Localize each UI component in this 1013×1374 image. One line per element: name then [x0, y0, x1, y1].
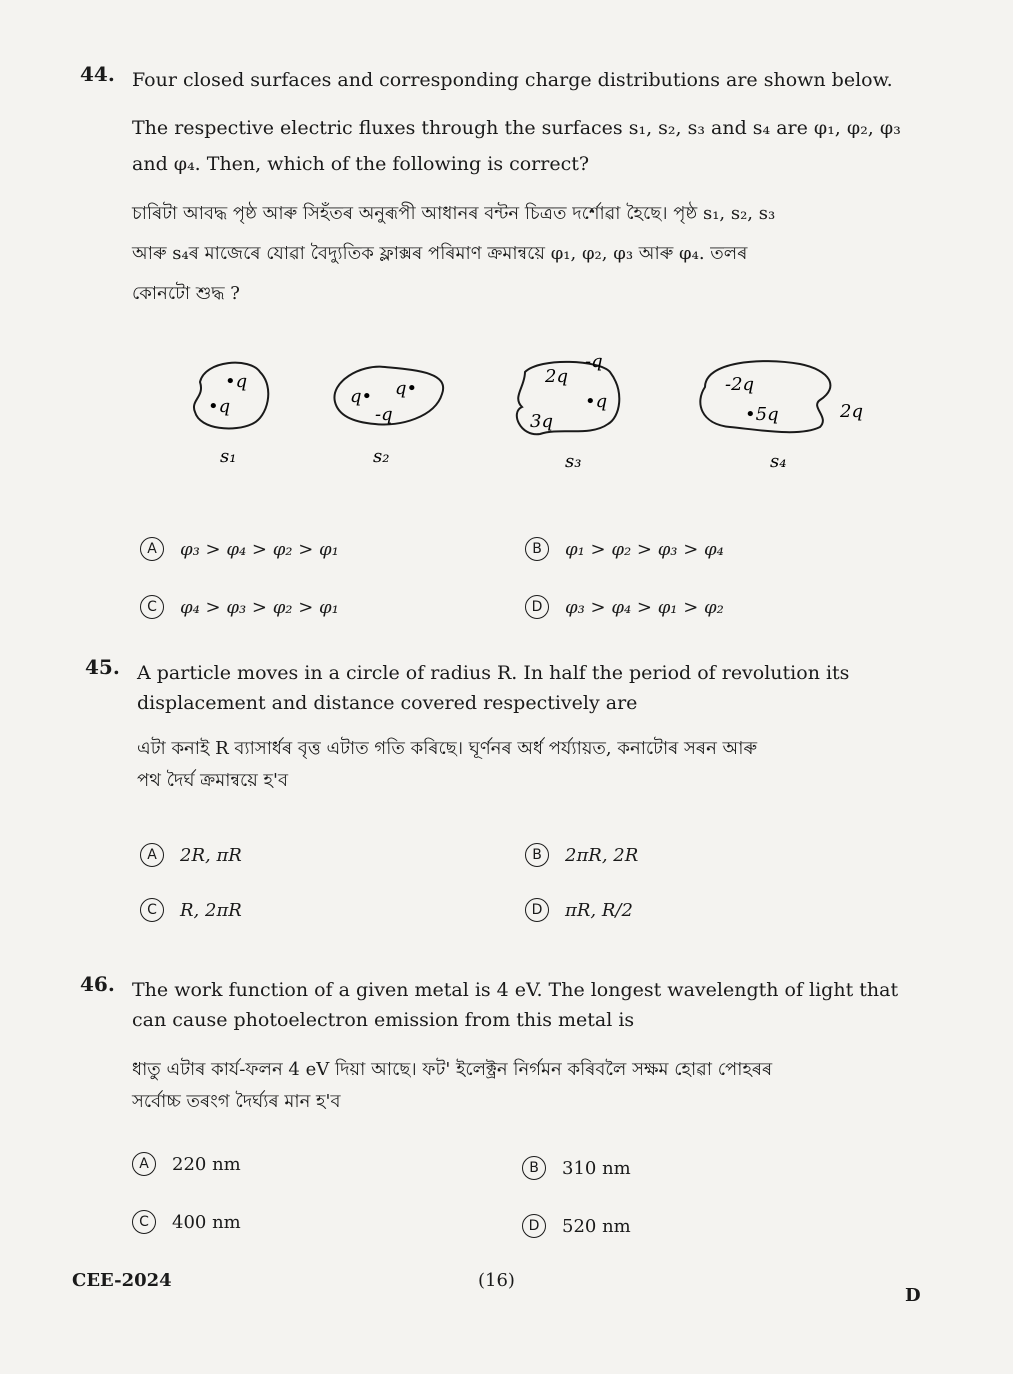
question-text-as: চাৰিটা আবদ্ধ পৃষ্ঠ আৰু সিহঁতৰ অনুৰূপী আধানৰ বন্টন চিত্ৰত দৰ্শোৱা হৈছে। পৃষ্ঠ s₁, s₂, s₃ — [132, 203, 776, 224]
charge-label: 3q — [530, 411, 553, 432]
outside-charge-label: 2q — [840, 401, 863, 422]
option-d[interactable] — [525, 595, 724, 619]
surface-label: s₄ — [770, 451, 787, 472]
option-letter: D — [525, 898, 549, 922]
charge-label: q• — [395, 378, 418, 399]
option-letter: D — [525, 595, 549, 619]
option-text: 310 nm — [562, 1157, 631, 1179]
question-number: 44. — [80, 62, 115, 86]
outside-charge-label: -q — [585, 352, 603, 372]
option-a[interactable] — [140, 843, 242, 867]
surface-s4 — [700, 361, 863, 472]
question-44 — [80, 62, 930, 618]
question-text-as: পথ দৈৰ্ঘ ক্ৰমান্বয়ে হ'ব — [137, 770, 288, 791]
charge-label: •q — [585, 391, 608, 412]
surface-label: s₂ — [373, 446, 390, 467]
surface-s1 — [194, 363, 268, 467]
option-c[interactable] — [132, 1210, 241, 1234]
option-text: φ₄ > φ₃ > φ₂ > φ₁ — [180, 596, 339, 618]
charge-label: -2q — [725, 374, 755, 395]
question-text-as: কোনটো শুদ্ধ ? — [132, 283, 240, 304]
question-text-en: displacement and distance covered respectively are — [137, 692, 638, 714]
option-letter: C — [140, 595, 164, 619]
option-text: φ₃ > φ₄ > φ₁ > φ₂ — [565, 596, 724, 618]
question-text-en: and φ₄. Then, which of the following is correct? — [132, 153, 590, 175]
option-b[interactable] — [522, 1156, 631, 1180]
page-number: (16) — [478, 1270, 515, 1291]
option-text: φ₁ > φ₂ > φ₃ > φ₄ — [565, 538, 724, 560]
question-45 — [85, 655, 935, 921]
options — [140, 843, 940, 963]
charge-label: q• — [350, 386, 373, 407]
options — [140, 537, 940, 657]
option-letter: A — [140, 537, 164, 561]
option-a[interactable] — [132, 1152, 241, 1176]
option-letter: B — [522, 1156, 546, 1180]
option-letter: C — [132, 1210, 156, 1234]
surface-label: s₃ — [565, 451, 582, 472]
option-letter: A — [132, 1152, 156, 1176]
option-text: 520 nm — [562, 1215, 631, 1237]
option-text: 2R, πR — [180, 844, 242, 866]
question-text-as: এটা কনাই R ব্যাসাৰ্ধৰ বৃত্ত এটাত গতি কৰিছে। ঘূৰ্ণনৰ অৰ্ধ পৰ্য্যায়ত, কনাটোৰ সৰন আৰু — [137, 738, 758, 759]
question-text-en: A particle moves in a circle of radius R. In half the period of revolution its — [137, 662, 850, 684]
charge-label: •q — [208, 396, 231, 417]
option-text: πR, R/2 — [565, 899, 633, 921]
charge-label: •q — [225, 371, 248, 392]
exam-code: CEE-2024 — [72, 1270, 172, 1291]
question-text-en: Four closed surfaces and corresponding charge distributions are shown below. — [132, 69, 893, 91]
option-text: 400 nm — [172, 1211, 241, 1233]
charge-surfaces-figure — [180, 352, 1013, 512]
question-46 — [80, 972, 930, 1237]
question-text-en: The work function of a given metal is 4 eV. The longest wavelength of light that — [132, 979, 899, 1001]
option-text: φ₃ > φ₄ > φ₂ > φ₁ — [180, 538, 339, 560]
option-letter: A — [140, 843, 164, 867]
option-letter: D — [522, 1214, 546, 1238]
question-number: 45. — [85, 655, 120, 679]
option-letter: C — [140, 898, 164, 922]
option-b[interactable] — [525, 843, 638, 867]
question-text-en: The respective electric fluxes through the surfaces s₁, s₂, s₃ and s₄ are φ₁, φ₂, φ₃ — [132, 117, 901, 139]
option-text: 220 nm — [172, 1153, 241, 1175]
option-text: R, 2πR — [180, 899, 242, 921]
charge-label: -q — [375, 404, 393, 425]
option-b[interactable] — [525, 537, 724, 561]
option-c[interactable] — [140, 898, 242, 922]
option-text: 2πR, 2R — [565, 844, 639, 866]
surface-s2 — [334, 367, 443, 467]
question-text-as: সৰ্বোচ্চ তৰংগ দৈৰ্ঘ্যৰ মান হ'ব — [132, 1091, 341, 1112]
option-letter: B — [525, 843, 549, 867]
option-letter: B — [525, 537, 549, 561]
charge-label: 2q — [545, 366, 568, 387]
options — [132, 1152, 932, 1272]
option-c[interactable] — [140, 595, 339, 619]
question-number: 46. — [80, 972, 115, 996]
charge-label: •5q — [745, 404, 779, 425]
booklet-series: D — [905, 1285, 921, 1306]
option-a[interactable] — [140, 537, 339, 561]
surface-s3 — [517, 352, 619, 472]
surface-label: s₁ — [220, 446, 237, 467]
option-d[interactable] — [525, 898, 633, 922]
option-d[interactable] — [522, 1214, 631, 1238]
question-text-as: ধাতু এটাৰ কাৰ্য-ফলন 4 eV দিয়া আছে। ফট' ইলেক্ট্ৰন নিৰ্গমন কৰিবলৈ সক্ষম হোৱা পোহৰৰ — [132, 1059, 773, 1080]
question-text-as: আৰু s₄ৰ মাজেৰে যোৱা বৈদ্যুতিক ফ্লাক্সৰ পৰিমাণ ক্ৰমান্বয়ে φ₁, φ₂, φ₃ আৰু φ₄. তলৰ — [132, 243, 748, 264]
question-text-en: can cause photoelectron emission from this metal is — [132, 1009, 635, 1031]
